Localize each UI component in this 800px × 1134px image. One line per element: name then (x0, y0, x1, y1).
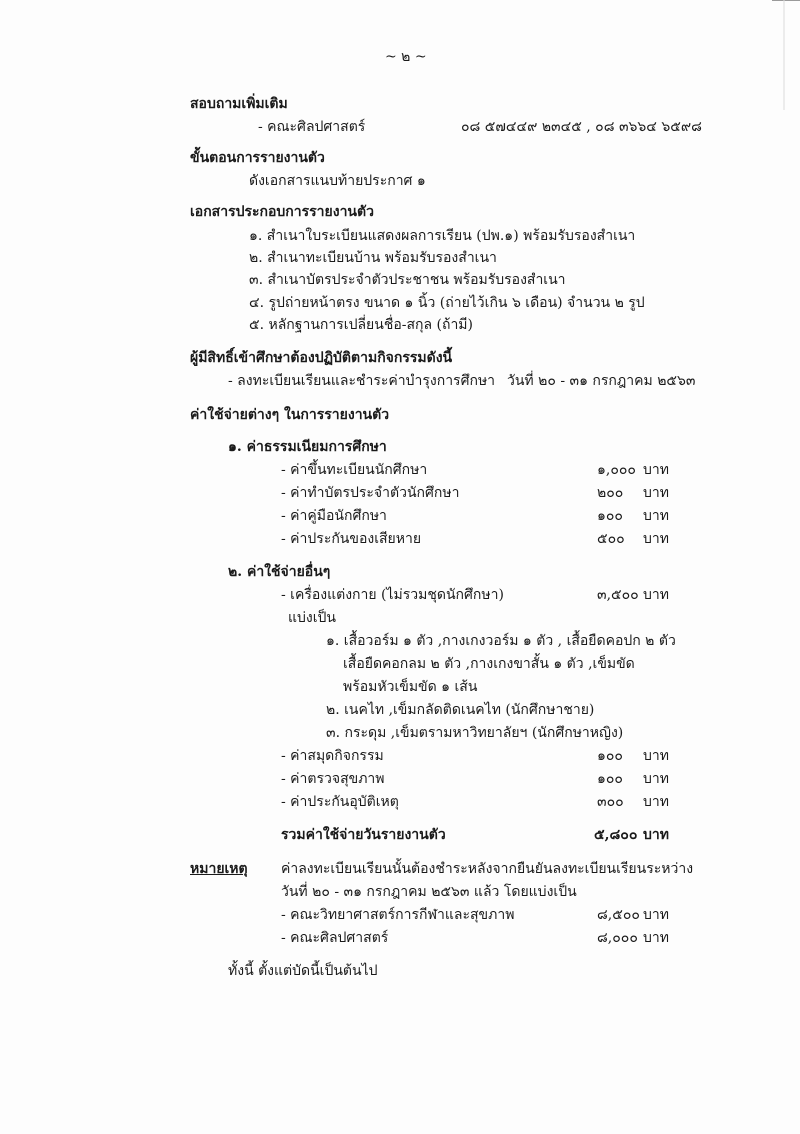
note-line: ค่าลงทะเบียนเรียนนั้นต้องชำระหลังจากยืนยันลงทะเบียนเรียนระหว่าง (281, 861, 694, 877)
fee-amount: ๑,๐๐๐ (597, 462, 636, 478)
total-unit: บาท (643, 827, 669, 843)
uniform-sub-item: ๒. เนคไท ,เข็มกลัดติดเนคไท (นักศึกษาชาย) (326, 702, 595, 718)
other-amount: ๑๐๐ (597, 771, 623, 787)
note-item-unit: บาท (643, 907, 669, 923)
other-label: - ค่าสมุดกิจกรรม (281, 748, 384, 764)
fee-label: - ค่าคู่มือนักศึกษา (281, 508, 387, 524)
document-item: ๓. สำเนาบัตรประจำตัวประชาชน พร้อมรับรองสำเนา (249, 272, 566, 288)
uniform-label: - เครื่องแต่งกาย (ไม่รวมชุดนักศึกษา) (281, 587, 504, 603)
expenses-heading: ค่าใช้จ่ายต่างๆ ในการรายงานตัว (190, 407, 390, 423)
procedure-text: ดังเอกสารแนบท้ายประกาศ ๑ (249, 173, 426, 189)
note-line: วันที่ ๒๐ - ๓๑ กรกฎาคม ๒๕๖๓ แล้ว โดยแบ่งเป็น (281, 884, 577, 900)
fee-unit: บาท (643, 485, 669, 501)
note-item-label: - คณะวิทยาศาสตร์การกีฬาและสุขภาพ (281, 907, 515, 923)
other-amount: ๓๐๐ (597, 794, 624, 810)
fee-unit: บาท (643, 462, 669, 478)
fee-amount: ๒๐๐ (597, 485, 624, 501)
other-heading: ๒. ค่าใช้จ่ายอื่นๆ (228, 564, 331, 580)
other-unit: บาท (643, 748, 669, 764)
uniform-sub-item: ๑. เสื้อวอร์ม ๑ ตัว ,กางเกงวอร์ม ๑ ตัว , เสื้อยืดคอปก ๒ ตัว (326, 633, 676, 649)
uniform-amount: ๓,๕๐๐ (597, 587, 639, 603)
fee-amount: ๕๐๐ (597, 531, 625, 547)
divided-label: แบ่งเป็น (288, 610, 336, 626)
total-amount: ๕,๘๐๐ (594, 827, 638, 843)
fee-label: - ค่าทำบัตรประจำตัวนักศึกษา (281, 485, 460, 501)
inquiry-heading: สอบถามเพิ่มเติม (190, 96, 288, 112)
activities-heading: ผู้มีสิทธิ์เข้าศึกษาต้องปฏิบัติตามกิจกรรมดังนี้ (190, 350, 453, 366)
note-heading: หมายเหตุ (190, 861, 248, 877)
note-item-unit: บาท (643, 930, 669, 946)
other-label: - ค่าประกันอุบัติเหตุ (281, 794, 399, 810)
note-item-label: - คณะศิลปศาสตร์ (281, 930, 389, 946)
fee-unit: บาท (643, 531, 669, 547)
other-unit: บาท (643, 771, 669, 787)
document-item: ๕. หลักฐานการเปลี่ยนชื่อ-สกุล (ถ้ามี) (249, 317, 473, 333)
uniform-unit: บาท (643, 587, 669, 603)
other-unit: บาท (643, 794, 669, 810)
other-label: - ค่าตรวจสุขภาพ (281, 771, 385, 787)
other-amount: ๑๐๐ (597, 748, 623, 764)
document-item: ๔. รูปถ่ายหน้าตรง ขนาด ๑ นิ้ว (ถ่ายไว้เกิน ๖ เดือน) จำนวน ๒ รูป (249, 295, 645, 311)
fee-amount: ๑๐๐ (597, 508, 623, 524)
note-item-amount: ๘,๕๐๐ (597, 907, 640, 923)
documents-heading: เอกสารประกอบการรายงานตัว (190, 204, 374, 220)
activities-date: วันที่ ๒๐ - ๓๑ กรกฎาคม ๒๕๖๓ (507, 373, 696, 389)
uniform-sub-item: ๓. กระดุม ,เข็มตรามหาวิทยาลัยฯ (นักศึกษาหญิง) (326, 725, 624, 741)
note-item-amount: ๘,๐๐๐ (597, 930, 638, 946)
fee-label: - ค่าขึ้นทะเบียนนักศึกษา (281, 462, 428, 478)
fee-label: - ค่าประกันของเสียหาย (281, 531, 422, 547)
inquiry-faculty: - คณะศิลปศาสตร์ (258, 119, 366, 135)
total-label: รวมค่าใช้จ่ายวันรายงานตัว (281, 827, 446, 843)
uniform-sub-item: เสื้อยืดคอกลม ๒ ตัว ,กางเกงขาสั้น ๑ ตัว ,เข็มขัด (343, 656, 635, 672)
activities-item: - ลงทะเบียนเรียนและชำระค่าบำรุงการศึกษา (228, 373, 496, 389)
closing-text: ทั้งนี้ ตั้งแต่บัดนี้เป็นต้นไป (228, 963, 378, 979)
fee-unit: บาท (643, 508, 669, 524)
page-number: ~ ๒ ~ (385, 49, 427, 65)
fees-heading: ๑. ค่าธรรมเนียมการศึกษา (228, 439, 387, 455)
inquiry-phones: ๐๘ ๕๗๔๔๙ ๒๓๔๕ , ๐๘ ๓๖๖๔ ๖๕๙๘ (461, 119, 702, 135)
uniform-sub-item: พร้อมหัวเข็มขัด ๑ เส้น (343, 679, 478, 695)
procedure-heading: ขั้นตอนการรายงานตัว (190, 150, 325, 166)
document-item: ๑. สำเนาใบระเบียนแสดงผลการเรียน (ปพ.๑) พร้อมรับรองสำเนา (249, 228, 636, 244)
document-item: ๒. สำเนาทะเบียนบ้าน พร้อมรับรองสำเนา (249, 250, 497, 266)
